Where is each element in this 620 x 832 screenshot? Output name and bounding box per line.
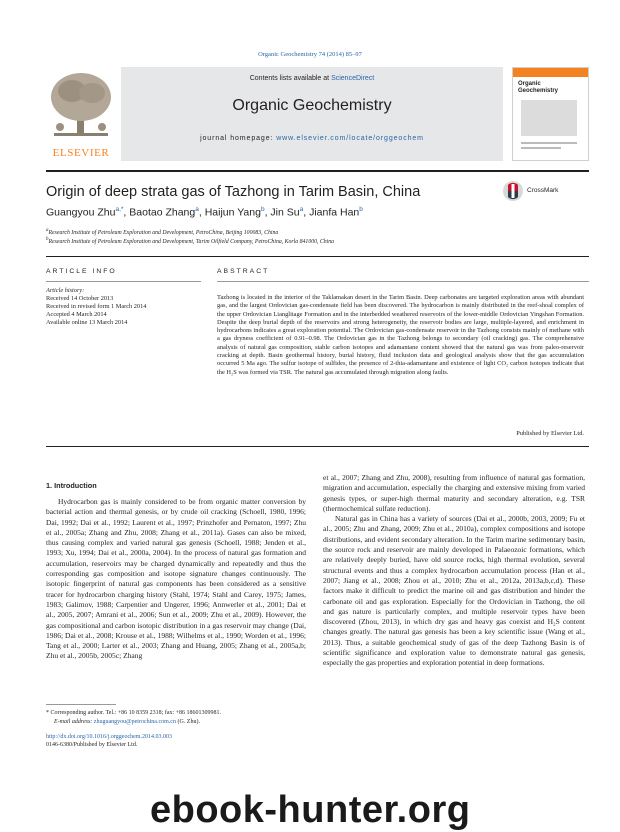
header-divider xyxy=(46,170,589,172)
email-link[interactable]: zhuguangyou@petrochina.com.cn xyxy=(93,719,176,725)
author-affil-mark[interactable]: a xyxy=(299,206,304,213)
history-item: Accepted 4 March 2014 xyxy=(46,311,107,318)
journal-homepage: journal homepage: www.elsevier.com/locate/orggeochem xyxy=(200,135,424,142)
history-item: Available online 13 March 2014 xyxy=(46,319,128,326)
crossmark-icon xyxy=(502,180,524,204)
publisher-note: Published by Elsevier Ltd. xyxy=(516,430,584,437)
copyright-line: 0146-6380/Published by Elsevier Ltd. xyxy=(46,742,138,748)
crossmark-label: CrossMark xyxy=(527,187,559,194)
author-name: Baotao Zhang xyxy=(129,206,196,219)
body-column-left xyxy=(46,497,306,662)
homepage-link[interactable]: www.elsevier.com/locate/orggeochem xyxy=(276,135,424,142)
history-label: Article history: xyxy=(46,287,85,294)
article-info-heading: ARTICLE INFO xyxy=(46,268,117,275)
journal-cover-thumbnail[interactable] xyxy=(512,67,589,161)
author-name: Haijun Yang xyxy=(204,206,261,219)
body-paragraph: et al., 2007; Zhang and Zhu, 2008), resulting from influence of natural gas formation, migration and accumulation, especially the charging and extensive mixing from varied genesis types, or super-high thermal maturity and secondary alteration, e.g. TSR (thermochemical sulfate reduction). xyxy=(323,473,585,513)
footnote-rule xyxy=(46,704,116,705)
email-line: E-mail address: zhuguangyou@petrochina.com.cn (G. Zhu). xyxy=(54,719,200,725)
cover-band xyxy=(513,68,588,77)
author-affil-mark[interactable]: a xyxy=(195,206,199,213)
author-name: Jianfa Han xyxy=(309,206,360,219)
history-item: Received 14 October 2013 xyxy=(46,295,114,302)
watermark-text: ebook-hunter.org xyxy=(150,789,471,831)
affiliation: $^b$Research Institute of Petroleum Exploration and Development, Tarim Oilfield Company, PetroChina, Korla 841000, China xyxy=(46,237,335,245)
journal-citation[interactable]: Organic Geochemistry 74 (2014) 85–97 xyxy=(258,51,362,58)
elsevier-wordmark: ELSEVIER xyxy=(52,147,110,159)
journal-header xyxy=(46,67,589,161)
body-paragraph: Hydrocarbon gas is mainly considered to be from organic matter conversion by bacterial action and thermal genesis, or by crude oil cracking (Schoell, 1980, 1996; Dai, 1992; Dai et al., 1992; Laurent et al., 1997; Prinzhofer and Pernaton, 1997; Zhu et al., 2005a; Zhang and Zhu, 2008; Zhang et al., 2011a). Gases can also be mixed, thus causing complex and varied natural gas genesis (Schoell, 1988; Jenden et al., 1993; Xu, 1994; Dai et al., 2000a, 2004). In the process of natural gas formation and accumulation, reservoirs may be charged dynamically and repeatedly and thus the corresponding gas composition and isotope signature changes continuously. The isotopic fingerprint of natural gas components has been considered as a sensitive tracer for hydrocarbon charging history (Stahl, 1974; Stahl and Carey, 1975; James, 1983; Galimov, 1988; Carpentier and Ungerer, 1996; Annwerler et al., 2001; Dai et al., 2005, 2007; Amrani et al., 2006; Sun et al., 2009; Zhu et al., 2009). However, the gas compositional and carbon isotopic distribution in a gas reservoir may change (Dai, 1986; Dai et al., 2008; Krouse et al., 1988; Wilhelms et al., 1990; Worden et al., 1996; Tang et al., 2000; Larter et al., 2003; Zhang and Huang, 2005; Zhang et al., 2005a,b; Zhu et al., 2005b, 2005c; Zhang xyxy=(46,497,306,661)
abstract-text: Tazhong is located in the interior of the Taklamakan desert in the Tarim Basin. Deep carbonates are targeted exploration areas with abundant gas, and the largest Ordovician gas-condensate field has been discovered. The hydrocarbon is mainly distributed in the reef-shoal complex of the upper Ordovician Lianglitage Formation and in the interbedded weathered reservoirs of the lower-middle Ordovician Yingshan Formation. Despite the deep burial depth of the reservoirs and strong heterogeneity, the reservoir bodies are large, multiple-layered, and enrichment in hydrocarbons indicates a great exploration potential. The Ordovician gas-condensate reservoir in the Tazhong consists mainly of methane with a gas dryness coefficient of 0.91–0.98. The Ordovician gas in the Tazhong belongs to secondary (oil cracking) gas. The comprehensive analysis of natural gas composition, stable carbon isotopes and adamantane content showed that the natural gas was from paleo-reservoir cracking at depth. Basin geothermal history, burial history, fluid inclusion data and geological analysis show that the gas accumulation occurred 5 Ma ago. The sulfur isotope of sulfides, the presence of 2-thia-adamantane and existence of light CO₂ carbon isotopes indicate that the H₂S was formed via TSR. The natural gas accumulated through migration along faults. xyxy=(217,294,584,376)
author-affil-mark[interactable]: a,* xyxy=(115,206,124,213)
author-name: Guangyou Zhu xyxy=(46,206,116,219)
elsevier-logo[interactable] xyxy=(46,67,116,161)
cover-title: Organic Geochemistry xyxy=(518,81,559,94)
author-affil-mark[interactable]: b xyxy=(359,206,363,213)
journal-name: Organic Geochemistry xyxy=(232,97,392,114)
doi-link[interactable]: http://dx.doi.org/10.1016/j.orggeochem.2014.03.003 xyxy=(46,734,172,740)
affiliation-divider xyxy=(46,256,589,257)
author-list: Guangyou Zhu$^{a,*}$, Baotao Zhang$^a$, Haijun Yang$^b$, Jin Su$^a$, Jianfa Han$^b$ xyxy=(46,206,363,219)
sciencedirect-link[interactable]: ScienceDirect xyxy=(331,75,375,82)
history-item: Received in revised form 1 March 2014 xyxy=(46,303,147,310)
author-affil-mark[interactable]: b xyxy=(260,206,265,213)
contents-line: Contents lists available at ScienceDirect xyxy=(249,75,375,82)
section-heading-introduction: 1. Introduction xyxy=(46,481,97,490)
cover-line xyxy=(521,147,561,149)
abstract-divider xyxy=(46,446,589,447)
affiliation: $^a$Research Institute of Petroleum Exploration and Development, PetroChina, Beijing 100083, China xyxy=(46,228,279,236)
body-paragraph: Natural gas in China has a variety of sources (Dai et al., 2000b, 2003, 2009; Fu et al., 2005; Zhu and Zhang, 2009; Zhu et al., 2010a), complex compositions and isotope distributions, and evident secondary alteration. In the Tarim marine sedimentary basin, the source rock and reservoir are mainly developed in Palaeozoic formations, which are relatively deeply buried, have old source rocks, high thermal evolution, several structural events and thus a complex hydrocarbon accumulation process (Han et al., 2007; Jiang et al., 2008; Zhou et al., 2010; Zhu et al., 2012a, 2013a,b,c,d). These factors make it difficult to predict the marine oil and gas distribution and hinder the carbonate oil and gas exploration. Especially for the Ordovician in Tazhong, the oil and gas nature is particularly complex, and multiple reservoir types have been discovered (Zhou, 2013), in which dry gas and heavy gas coexist and H₂S content changes greatly. The natural gas genesis has been a key scientific issue (Wang et al., 2013). Thus, a suitable geochemical study of gas of the deep Tazhong Basin is of scientific significance and exploration value to demonstrate natural gas genesis, especially the gas properties and exploration potential in deep formations. xyxy=(323,514,585,668)
tree-icon xyxy=(46,67,116,147)
abstract-rule xyxy=(217,281,589,282)
crossmark-badge[interactable] xyxy=(502,180,559,209)
cover-line xyxy=(521,142,577,144)
author-name: Jin Su xyxy=(270,206,300,219)
abstract-heading: ABSTRACT xyxy=(217,268,270,275)
journal-banner xyxy=(121,67,503,161)
body-column-right xyxy=(323,473,585,669)
article-title: Origin of deep strata gas of Tazhong in Tarim Basin, China xyxy=(46,184,421,200)
article-info-rule xyxy=(46,281,201,282)
corresponding-author-note: * Corresponding author. Tel.: +86 10 8359 2318; fax: +86 18601309981. xyxy=(46,710,222,716)
cover-image xyxy=(521,100,577,136)
